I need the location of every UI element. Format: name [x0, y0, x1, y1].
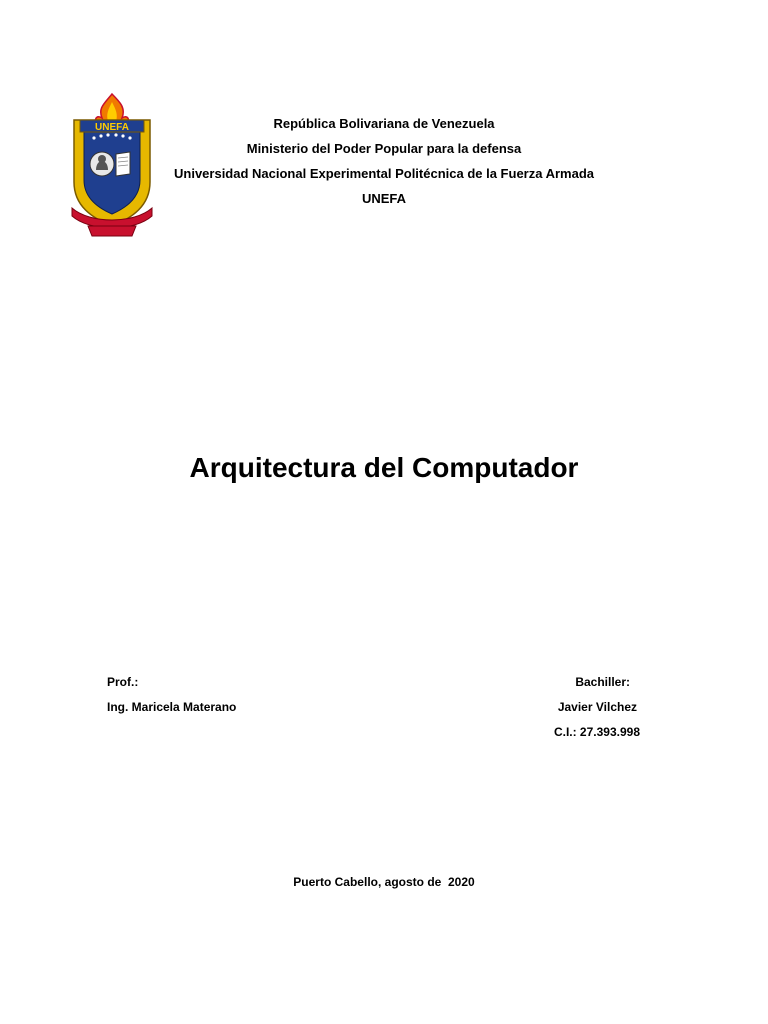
student-label: Bachiller:	[575, 675, 630, 689]
professor-block	[107, 674, 236, 724]
student-block	[554, 674, 640, 749]
header-country: República Bolivariana de Venezuela	[273, 116, 495, 131]
header-university: Universidad Nacional Experimental Politécnica de la Fuerza Armada	[174, 166, 594, 181]
student-id: C.I.: 27.393.998	[553, 725, 640, 739]
document-title: Arquitectura del Computador	[189, 452, 579, 483]
header-ministry: Ministerio del Poder Popular para la defensa	[246, 141, 522, 156]
student-name: Javier Vilchez	[557, 700, 637, 714]
header-acronym: UNEFA	[361, 191, 407, 206]
professor-label: Prof.:	[107, 675, 139, 689]
unefa-seal-icon	[66, 90, 158, 240]
svg-text:UNEFA: UNEFA	[95, 122, 129, 133]
place-date: Puerto Cabello, agosto de 2020	[293, 875, 475, 889]
professor-name: Ing. Maricela Materano	[107, 700, 237, 714]
